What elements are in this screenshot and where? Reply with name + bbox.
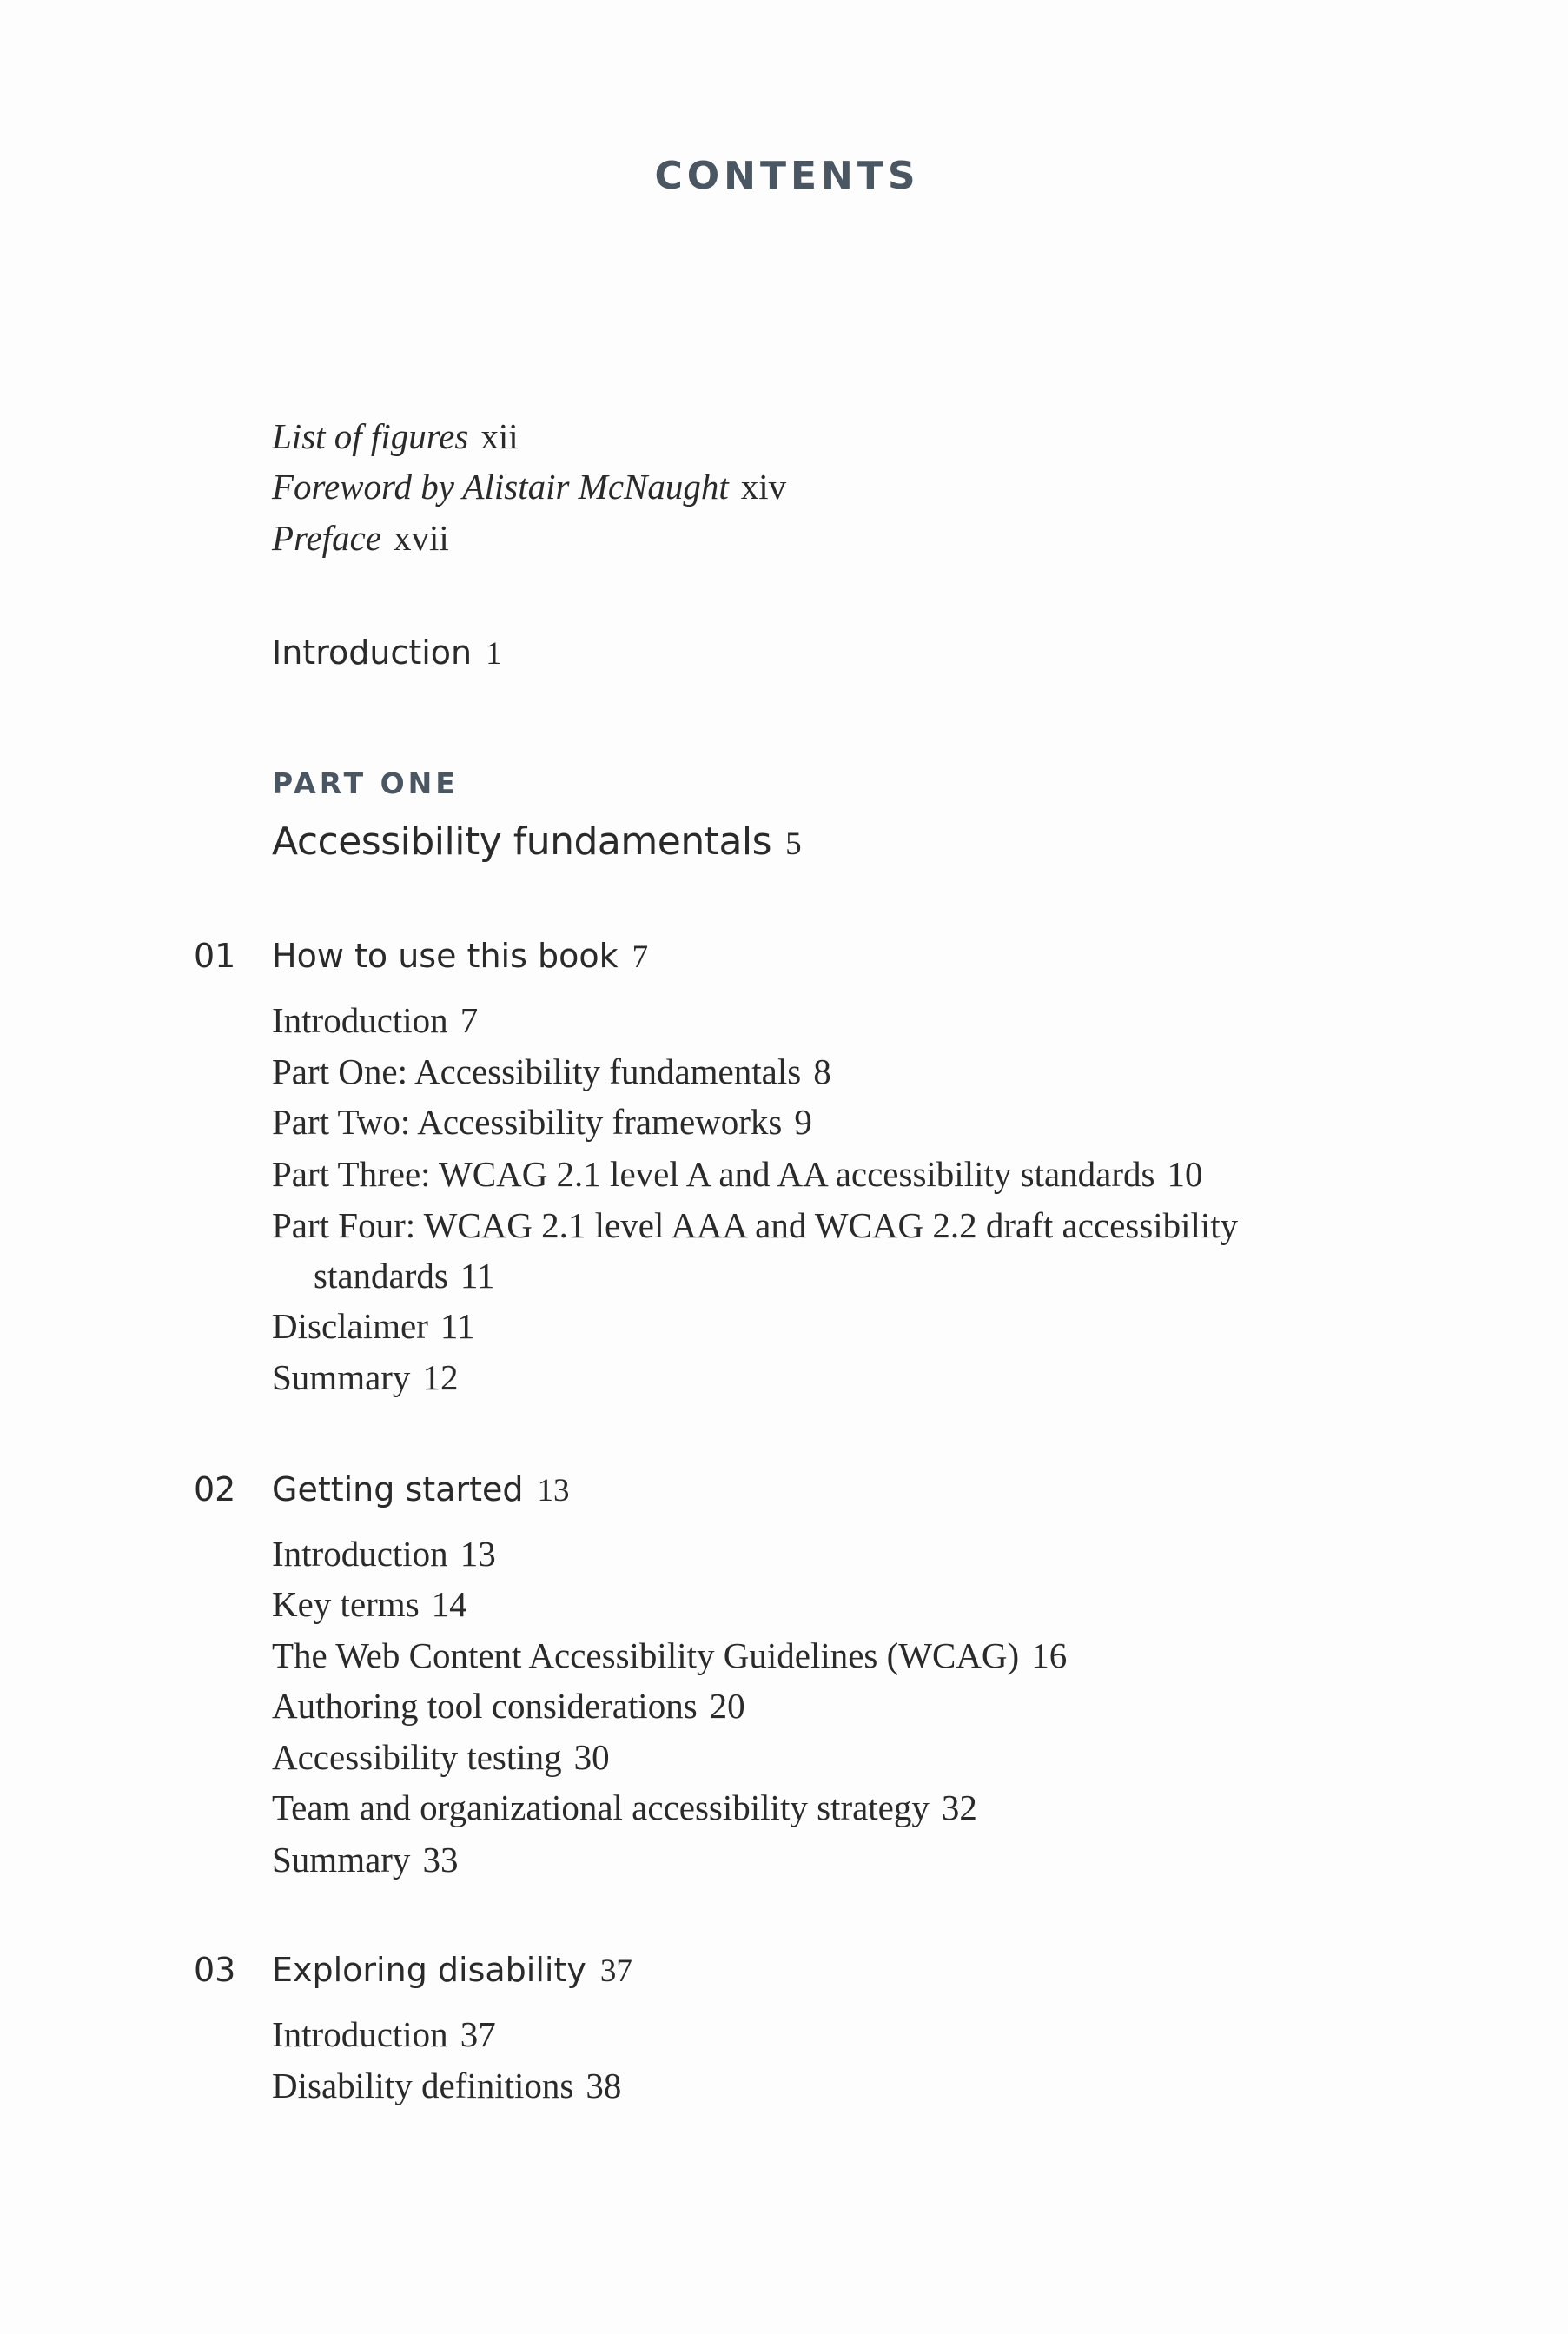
entry-page: 8 — [813, 1051, 831, 1091]
toc-entry[interactable] — [272, 1148, 1202, 1200]
entry-page: 7 — [460, 1000, 479, 1040]
entry-page: 33 — [422, 1840, 459, 1880]
entry-page: xii — [480, 416, 519, 456]
entry-page: 30 — [573, 1737, 610, 1777]
entry-label: List of figures — [272, 416, 469, 456]
toc-entry[interactable] — [272, 1300, 474, 1352]
toc-entry-continuation[interactable] — [314, 1250, 494, 1302]
entry-label: Foreword by Alistair McNaught — [272, 467, 729, 507]
entry-label: Key terms — [272, 1584, 420, 1624]
entry-label: Introduction — [272, 1534, 448, 1574]
toc-entry[interactable] — [272, 2008, 496, 2060]
entry-label: Part Two: Accessibility frameworks — [272, 1102, 783, 1142]
chapter-title: Exploring disability — [272, 1951, 586, 1989]
toc-entry[interactable] — [272, 1528, 496, 1580]
part-label: PART ONE — [272, 766, 459, 800]
part-title: Accessibility fundamentals — [272, 819, 772, 864]
entry-page: 1 — [486, 636, 502, 672]
entry-page: 13 — [537, 1473, 570, 1508]
entry-label: Team and organizational accessibility strategy — [272, 1787, 930, 1827]
entry-page: 37 — [599, 1953, 632, 1989]
entry-page: 12 — [422, 1357, 459, 1397]
entry-label: Part Four: WCAG 2.1 level AAA and WCAG 2.2 draft accessibility — [272, 1205, 1239, 1245]
entry-page: 9 — [794, 1102, 812, 1142]
entry-page: 16 — [1031, 1635, 1068, 1675]
entry-page: 32 — [941, 1787, 977, 1827]
entry-label: Introduction — [272, 2014, 448, 2054]
toc-entry[interactable] — [272, 1833, 458, 1886]
entry-page: 11 — [440, 1306, 475, 1346]
entry-label: Accessibility testing — [272, 1737, 562, 1777]
entry-page: 5 — [785, 826, 802, 862]
entry-page: xvii — [393, 518, 449, 558]
chapter-title: How to use this book — [272, 937, 619, 975]
toc-chapter-heading[interactable] — [272, 1944, 632, 1996]
entry-label: Summary — [272, 1840, 411, 1880]
toc-entry[interactable] — [272, 1199, 1238, 1251]
toc-entry[interactable] — [272, 994, 478, 1046]
toc-entry[interactable] — [272, 1731, 610, 1783]
entry-page: 20 — [709, 1686, 745, 1726]
entry-label: Preface — [272, 518, 381, 558]
entry-page: 11 — [460, 1256, 495, 1296]
chapter-title: Getting started — [272, 1470, 524, 1508]
entry-page: 7 — [632, 939, 649, 975]
entry-page: 37 — [460, 2014, 496, 2054]
toc-entry[interactable] — [272, 1578, 467, 1630]
toc-entry[interactable] — [272, 1045, 831, 1097]
entry-label: Authoring tool considerations — [272, 1686, 698, 1726]
entry-page: 10 — [1167, 1154, 1203, 1194]
entry-label: Disclaimer — [272, 1306, 428, 1346]
chapter-number: 02 — [194, 1470, 236, 1508]
toc-entry-part-one[interactable] — [272, 816, 801, 868]
entry-label: Part One: Accessibility fundamentals — [272, 1051, 802, 1091]
entry-page: xiv — [740, 467, 787, 507]
toc-entry[interactable] — [272, 2059, 621, 2112]
toc-entry-list-of-figures[interactable] — [272, 410, 519, 462]
entry-label: Part Three: WCAG 2.1 level A and AA accessibility standards — [272, 1154, 1155, 1194]
toc-entry[interactable] — [272, 1680, 745, 1732]
entry-label: Summary — [272, 1357, 411, 1397]
entry-label: Disability definitions — [272, 2065, 574, 2105]
entry-page: 38 — [586, 2065, 622, 2105]
entry-page: 14 — [431, 1584, 467, 1624]
entry-page: 13 — [460, 1534, 496, 1574]
toc-chapter-heading[interactable] — [272, 1463, 569, 1515]
toc-entry[interactable] — [272, 1351, 458, 1403]
entry-label: Introduction — [272, 633, 473, 672]
toc-entry[interactable] — [272, 1781, 977, 1833]
page-title: CONTENTS — [654, 154, 920, 198]
chapter-number: 01 — [194, 937, 236, 975]
toc-chapter-heading[interactable] — [272, 930, 648, 982]
toc-entry[interactable] — [272, 1096, 812, 1148]
entry-label: The Web Content Accessibility Guidelines (WCAG) — [272, 1635, 1020, 1675]
entry-label: standards — [314, 1256, 448, 1296]
entry-label: Introduction — [272, 1000, 448, 1040]
chapter-number: 03 — [194, 1951, 236, 1989]
toc-entry-preface[interactable] — [272, 512, 449, 564]
toc-entry-introduction[interactable] — [272, 627, 502, 679]
toc-entry[interactable] — [272, 1629, 1067, 1681]
toc-entry-foreword[interactable] — [272, 461, 786, 513]
